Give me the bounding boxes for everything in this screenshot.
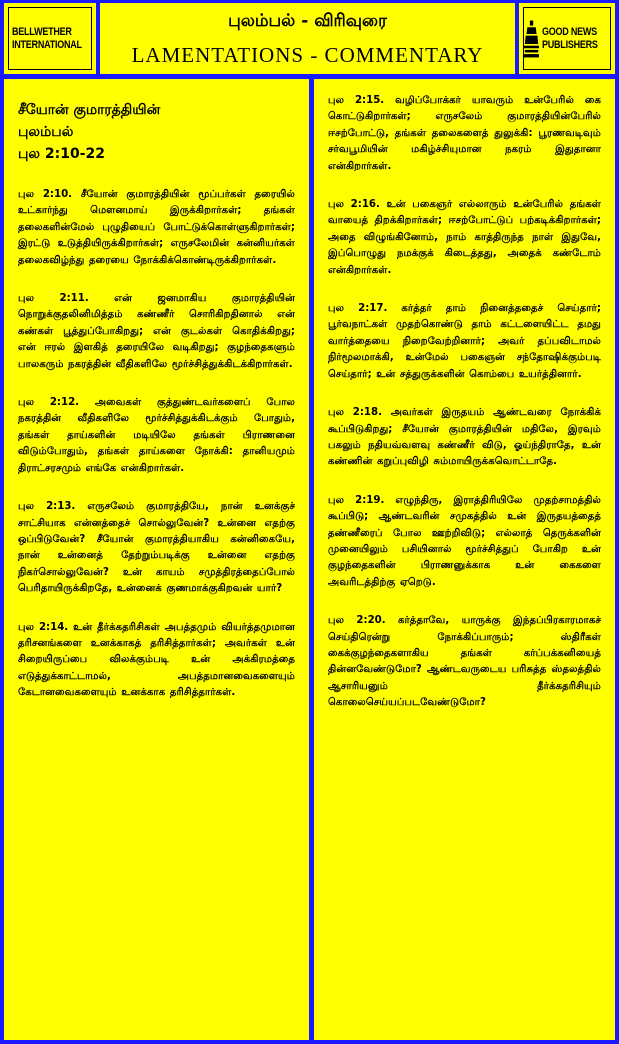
verse-2-16: புல 2:16. உன் பகைஞர் எல்லாரும் உன்பேரில் தங்கள் வாயைத் திறக்கிறார்கள்; ஈசற்போட்டுப் பற்கடிக்கிறார்கள்; அதை விழுங்கினோம், நாம் காத்திருந்த நாள் இதுவே, இப்பொழுது நமக்குக் கிடைத்தது, அதைக் கண்டோம் என்கிறார்கள். — [328, 199, 601, 276]
verse-2-20: புல 2:20. கர்த்தாவே, யாருக்கு இந்தப்பிரகாரமாகச் செய்திரென்று நோக்கிப்பாரும்; ஸ்திரீகள் கைக்குழந்தைகளாகிய தங்கள் கர்ப்பக்கனியைத் தின்னவேண்டுமோ? ஆண்டவருடைய பரிசுத்த ஸ்தலத்தில் ஆசாரியனும் தீர்க்கதரிசியும் கொலைசெய்யப்படவேண்டுமோ? — [328, 615, 601, 709]
title-tamil: புலம்பல் - விரிவுரை — [228, 11, 387, 31]
bellwether-logo-panel — [4, 3, 96, 74]
left-logo-line2: INTERNATIONAL — [11, 38, 82, 51]
section-heading — [18, 99, 295, 165]
bell-tower-icon — [524, 17, 539, 61]
verse-2-15: புல 2:15. வழிப்போக்கர் யாவரும் உன்பேரில் கை கொட்டுகிறார்கள்; எருசலேம் குமாரத்தியின்பேரில் ஈசற்போட்டு, தங்கள் தலைகளைத் துலுக்கி: பூரணவடிவும் சர்வபூமியின் மகிழ்ச்சியுமான நகரம் இதுதானா என்கிறார்கள். — [328, 95, 601, 172]
verse-2-19: புல 2:19. எழுந்திரு, இராத்திரியிலே முதற்சாமத்தில் கூப்பிடு; ஆண்டவரின் சமுகத்தில் உன் இருதயத்தைத் தண்ணீரைப் போல ஊற்றிவிடு; எல்லாத் தெருக்களின் முனையிலும் பசியினால் மூர்ச்சித்துப் போகிற உன் குழந்தைகளின் பிராணனுக்காக உன் கைகளை அவரிடத்திற்கு ஏறெடு. — [328, 494, 601, 588]
verse-2-14: புல 2:14. உன் தீர்க்கதரிசிகள் அபத்தமும் வியர்த்தமுமான தரிசனங்களை உனக்காகத் தரிசித்தார்கள்; அவர்கள் உன் சிறையிருப்பை விலக்கும்படி உன் அக்கிரமத்தை எடுத்துக்காட்டாமல், அபத்தமானவைகளையும் கேடானவைகளையும் உனக்காக தரிசித்தார்கள். — [18, 621, 295, 699]
left-column — [4, 79, 309, 1040]
verse-2-11: புல 2:11. என் ஜனமாகிய குமாரத்தியின் நொறுக்குதலினிமித்தம் கண்ணீர் சொரிகிறதினால் என் கண்கள் பூத்துப்போகிறது; என் குடல்கள் கொதிக்கிறது; என் ஈரல் இளகித் தரையிலே வடிகிறது; குழந்தைகளும் பாலகரும் நகரத்தின் வீதிகளிலே மூர்ச்சித்துக்கிடக்கிறார்கள். — [18, 293, 295, 370]
bellwether-logo — [8, 7, 92, 70]
title-english: LAMENTATIONS - COMMENTARY — [131, 43, 484, 67]
right-column — [314, 79, 615, 1040]
right-logo-line2: PUBLISHERS — [542, 38, 598, 51]
verse-2-13: புல 2:13. எருசலேம் குமாரத்தியே, நான் உனக்குச் சாட்சியாக என்னத்தைச் சொல்லுவேன்? உன்னை எதற்கு ஒப்பிடுவேன்? சீயோன் குமாரத்தியாகிய கன்னிகையே, நான் உன்னைத் தேற்றும்படிக்கு உன்னை எதற்கு நிகர்சொல்லுவேன்? உன் காயம் சமுத்திரத்தைப்போல் பெரிதாயிருக்கிறதே, உன்னைக் குணமாக்குகிறவன் யார்? — [18, 501, 295, 595]
left-logo-line1: BELLWETHER — [11, 25, 72, 38]
title-panel — [100, 3, 515, 74]
verse-2-10: புல 2:10. சீயோன் குமாரத்தியின் மூப்பர்கள் தரையில் உட்கார்ந்து மௌனமாய் இருக்கிறார்கள்; தங்கள் தலைகளின்மேல் புழுதியைப் போட்டுக்கொள்ளுகிறார்கள்; இரட்டு உடுத்தியிருக்கிறார்கள்; எருசலேமின் கன்னியர்கள் தலைகவிழ்ந்து தரையை நோக்கிக்கொண்டிருக்கிறார்கள். — [18, 189, 295, 266]
verse-2-17: புல 2:17. கர்த்தர் தாம் நினைத்ததைச் செய்தார்; பூர்வநாட்கள் முதற்கொண்டு தாம் கட்டளையிட்ட தமது வார்த்தையை நிறைவேற்றினார்; அவர் தப்பவிடாமல் நிர்மூலமாக்கி, உன்மேல் பகைஞன் சந்தோஷிக்கும்படி செய்தார்; உன் சத்துருக்களின் கொம்பை உயர்த்தினார். — [328, 303, 601, 380]
heading-line-2: புலம்பல் — [18, 124, 74, 140]
verse-2-18: புல 2:18. அவர்கள் இருதயம் ஆண்டவரை நோக்கிக் கூப்பிடுகிறது; சீயோன் குமாரத்தியின் மதிலே, இரவும் பகலும் நதியவ்வளவு கண்ணீர் விடு, ஓய்ந்திராதே, உன் கண்ணின் கறுப்புவிழி சும்மாயிருக்கவொட்டாதே. — [328, 407, 601, 468]
good-news-logo-panel — [519, 3, 615, 74]
right-logo-line1: GOOD NEWS — [542, 25, 598, 38]
verse-2-12: புல 2:12. அவைகள் குத்துண்டவர்களைப் போல நகரத்தின் வீதிகளிலே மூர்ச்சித்துக்கிடக்கும் போதும், தங்கள் தாய்களின் மடியிலே தங்கள் பிராணனை விடும்போதும், தங்கள் தாய்களை நோக்கி: தானியமும் திராட்சரசமும் எங்கே என்கிறார்கள். — [18, 397, 295, 474]
heading-line-1: சீயோன் குமாரத்தியின் — [18, 102, 161, 118]
good-news-logo — [523, 7, 611, 70]
heading-line-3: புல 2:10-22 — [18, 146, 106, 162]
